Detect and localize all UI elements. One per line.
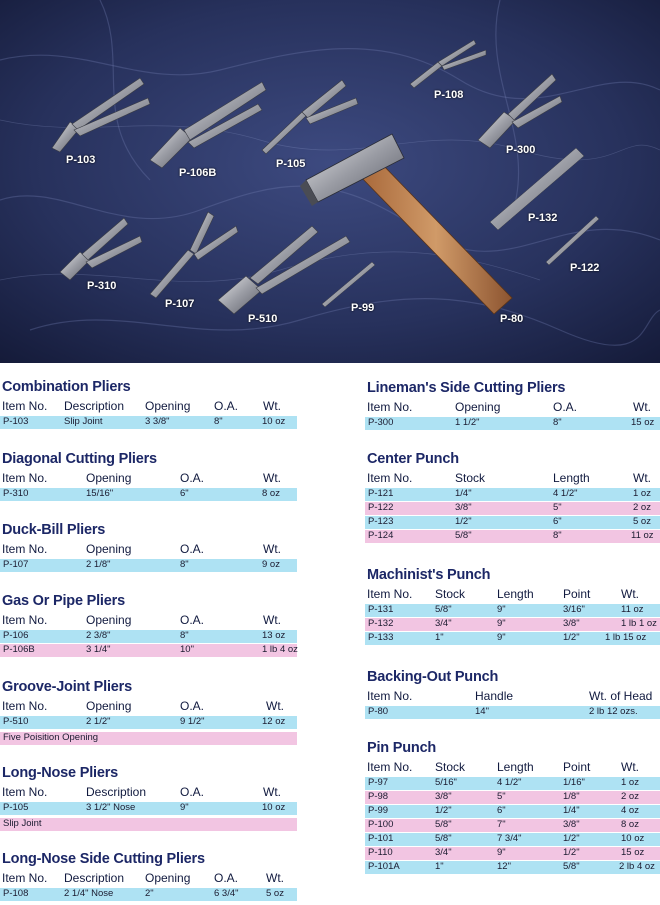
table-row — [365, 861, 660, 874]
column-header: Length — [497, 587, 534, 601]
section-title: Lineman's Side Cutting Pliers — [367, 380, 566, 396]
cell: 15 oz — [631, 417, 655, 428]
photo-label: P-99 — [351, 302, 375, 314]
table-header — [365, 471, 660, 486]
column-header: Stock — [455, 471, 486, 485]
cell: 5/8" — [435, 819, 452, 830]
cell: 4 oz — [621, 805, 639, 816]
table-row — [365, 819, 660, 832]
cell: 6" — [497, 805, 506, 816]
cell: P-124 — [368, 530, 394, 541]
table-row — [0, 559, 297, 572]
photo-label: P-510 — [248, 313, 278, 325]
column-header: Item No. — [367, 471, 413, 485]
column-header: Wt. of Head — [589, 689, 653, 703]
cell: 8" — [553, 530, 562, 541]
table-header — [0, 542, 297, 557]
table-row — [365, 805, 660, 818]
photo-label: P-103 — [66, 154, 96, 166]
column-header: Wt. — [266, 871, 284, 885]
cell: 10 oz — [262, 802, 286, 813]
cell: 2 1/2" — [86, 716, 111, 727]
cell: P-105 — [3, 802, 29, 813]
cell: 9" — [497, 618, 506, 629]
cell: 1" — [435, 861, 444, 872]
column-header: Wt. — [263, 785, 281, 799]
cell: 3/8" — [435, 791, 452, 802]
cell: P-121 — [368, 488, 394, 499]
section-title: Gas Or Pipe Pliers — [2, 593, 125, 609]
section-title: Combination Pliers — [2, 379, 131, 395]
column-header: Item No. — [367, 689, 413, 703]
cell: 5/16" — [435, 777, 457, 788]
column-header: Wt. — [263, 613, 281, 627]
table-row — [365, 530, 660, 543]
cell: 1 lb 4 oz — [262, 644, 298, 655]
table-row — [0, 716, 297, 729]
column-header: Wt. — [263, 399, 281, 413]
table-row — [365, 791, 660, 804]
cell: 2 oz — [621, 791, 639, 802]
table-row — [0, 888, 297, 901]
cell: P-98 — [368, 791, 389, 802]
column-header: Opening — [86, 613, 132, 627]
cell: 5/8" — [455, 530, 472, 541]
photo-label: P-132 — [528, 212, 558, 224]
cell: 3/8" — [563, 819, 580, 830]
cell: 8" — [214, 416, 223, 427]
cell: 3 1/2" Nose — [86, 802, 136, 813]
table-row — [365, 618, 660, 631]
cell: 11 oz — [621, 604, 644, 615]
column-header: Item No. — [367, 760, 413, 774]
photo-label: P-105 — [276, 158, 306, 170]
table-row — [365, 833, 660, 846]
table-row — [0, 644, 297, 657]
cell: P-133 — [368, 632, 394, 643]
column-header: Description — [64, 399, 125, 413]
cell: 10 oz — [621, 833, 645, 844]
cell: 5/8" — [563, 861, 580, 872]
column-header: Opening — [145, 871, 191, 885]
cell: 6" — [180, 488, 189, 499]
cell: 1/4" — [455, 488, 472, 499]
cell: 2 lb 4 oz — [619, 861, 655, 872]
product-photo — [0, 0, 660, 363]
table-header — [0, 399, 297, 414]
table-row — [0, 630, 297, 643]
column-header: Item No. — [367, 587, 413, 601]
cell: 5 oz — [633, 516, 651, 527]
cell: 15/16" — [86, 488, 114, 499]
column-header: O.A. — [214, 399, 239, 413]
cell: Slip Joint — [3, 818, 42, 829]
cell: 9" — [180, 802, 189, 813]
cell: 3/8" — [563, 618, 580, 629]
table-row — [0, 802, 297, 815]
cell: P-131 — [368, 604, 394, 615]
photo-label: P-300 — [506, 144, 536, 156]
column-header: O.A. — [180, 699, 205, 713]
cell: 2 1/8" — [86, 559, 111, 570]
column-header: Description — [86, 785, 147, 799]
cell: 3/16" — [563, 604, 585, 615]
cell: P-99 — [368, 805, 389, 816]
section-title: Backing-Out Punch — [367, 669, 499, 685]
cell: 8" — [180, 559, 189, 570]
cell: P-100 — [368, 819, 394, 830]
table-header — [365, 400, 660, 415]
column-header: Opening — [86, 699, 132, 713]
photo-label: P-108 — [434, 89, 464, 101]
cell: 9" — [497, 632, 506, 643]
table-row — [0, 732, 297, 745]
cell: P-97 — [368, 777, 389, 788]
cell: 8" — [180, 630, 189, 641]
cell: 3 3/8" — [145, 416, 170, 427]
column-header: O.A. — [180, 785, 205, 799]
cell: Slip Joint — [64, 416, 103, 427]
column-header: Item No. — [2, 785, 48, 799]
cell: P-107 — [3, 559, 29, 570]
photo-label: P-107 — [165, 298, 195, 310]
cell: Five Poisition Opening — [3, 732, 99, 743]
table-row — [365, 777, 660, 790]
section-title: Long-Nose Side Cutting Pliers — [2, 851, 205, 867]
cell: 5" — [497, 791, 506, 802]
section-title: Pin Punch — [367, 740, 437, 756]
cell: 1/2" — [455, 516, 472, 527]
cell: P-106 — [3, 630, 29, 641]
cell: 10 oz — [262, 416, 286, 427]
cell: 3/4" — [435, 847, 452, 858]
cell: P-101A — [368, 861, 400, 872]
table-row — [365, 417, 660, 430]
cell: 8 oz — [262, 488, 280, 499]
cell: 8" — [553, 417, 562, 428]
cell: 13 oz — [262, 630, 286, 641]
table-row — [365, 706, 660, 719]
section-title: Long-Nose Pliers — [2, 765, 119, 781]
cell: 4 1/2" — [553, 488, 578, 499]
cell: 1 oz — [633, 488, 651, 499]
cell: 14" — [475, 706, 489, 717]
column-header: Opening — [86, 542, 132, 556]
cell: 2 1/4" Nose — [64, 888, 114, 899]
table-row — [365, 632, 660, 645]
cell: 6 3/4" — [214, 888, 239, 899]
cell: 2 3/8" — [86, 630, 111, 641]
cell: 2 lb 12 ozs. — [589, 706, 638, 717]
cell: P-80 — [368, 706, 389, 717]
column-header: O.A. — [180, 613, 205, 627]
cell: P-103 — [3, 416, 29, 427]
marble-background — [0, 0, 660, 363]
table-header — [0, 613, 297, 628]
column-header: Length — [553, 471, 590, 485]
cell: P-108 — [3, 888, 29, 899]
photo-label: P-80 — [500, 313, 524, 325]
cell: 1/2" — [563, 847, 580, 858]
column-header: Point — [563, 760, 591, 774]
cell: 2 oz — [633, 502, 651, 513]
column-header: Item No. — [2, 399, 48, 413]
column-header: O.A. — [214, 871, 239, 885]
column-header: Wt. — [263, 471, 281, 485]
table-row — [365, 502, 660, 515]
cell: 6" — [553, 516, 562, 527]
cell: 9 1/2" — [180, 716, 205, 727]
cell: P-300 — [368, 417, 394, 428]
column-header: Handle — [475, 689, 514, 703]
column-header: Wt. — [621, 760, 639, 774]
column-header: Stock — [435, 760, 466, 774]
cell: 1 lb 15 oz — [605, 632, 647, 643]
section-title: Machinist's Punch — [367, 567, 491, 583]
cell: P-510 — [3, 716, 29, 727]
table-row — [0, 818, 297, 831]
table-header — [365, 760, 660, 775]
cell: 3 1/4" — [86, 644, 111, 655]
cell: 10" — [180, 644, 194, 655]
column-header: Stock — [435, 587, 466, 601]
column-header: Item No. — [2, 542, 48, 556]
column-header: Item No. — [367, 400, 413, 414]
cell: 1/16" — [563, 777, 585, 788]
column-header: Wt. — [633, 400, 651, 414]
column-header: Wt. — [621, 587, 639, 601]
cell: 15 oz — [621, 847, 645, 858]
column-header: O.A. — [553, 400, 578, 414]
cell: 5/8" — [435, 604, 452, 615]
cell: 8 oz — [621, 819, 639, 830]
cell: 2" — [145, 888, 154, 899]
column-header: Opening — [455, 400, 501, 414]
cell: P-132 — [368, 618, 394, 629]
table-header — [365, 587, 660, 602]
photo-label: P-106B — [179, 167, 217, 179]
cell: 5/8" — [435, 833, 452, 844]
table-header — [0, 471, 297, 486]
cell: 11 oz — [631, 530, 654, 541]
column-header: Length — [497, 760, 534, 774]
cell: 1/2" — [563, 632, 580, 643]
section-title: Groove-Joint Pliers — [2, 679, 132, 695]
cell: 9 oz — [262, 559, 280, 570]
cell: 4 1/2" — [497, 777, 522, 788]
cell: 7" — [497, 819, 506, 830]
cell: P-101 — [368, 833, 394, 844]
table-row — [365, 488, 660, 501]
table-header — [0, 699, 297, 714]
cell: 12" — [497, 861, 511, 872]
section-title: Diagonal Cutting Pliers — [2, 451, 157, 467]
cell: 9" — [497, 847, 506, 858]
cell: 1/2" — [435, 805, 452, 816]
table-row — [365, 516, 660, 529]
cell: P-123 — [368, 516, 394, 527]
cell: P-122 — [368, 502, 394, 513]
column-header: Opening — [86, 471, 132, 485]
cell: 1 1/2" — [455, 417, 480, 428]
column-header: O.A. — [180, 471, 205, 485]
cell: 1" — [435, 632, 444, 643]
cell: 9" — [497, 604, 506, 615]
table-row — [365, 604, 660, 617]
column-header: O.A. — [180, 542, 205, 556]
column-header: Wt. — [633, 471, 651, 485]
cell: 1 lb 1 oz — [621, 618, 657, 629]
cell: 3/4" — [435, 618, 452, 629]
cell: 7 3/4" — [497, 833, 522, 844]
column-header: Item No. — [2, 613, 48, 627]
cell: 1/4" — [563, 805, 580, 816]
cell: 5" — [553, 502, 562, 513]
cell: 1/8" — [563, 791, 580, 802]
table-row — [0, 416, 297, 429]
photo-label: P-310 — [87, 280, 117, 292]
table-header — [0, 871, 297, 886]
column-header: Opening — [145, 399, 191, 413]
table-row — [0, 488, 297, 501]
column-header: Item No. — [2, 471, 48, 485]
table-header — [365, 689, 660, 704]
cell: P-106B — [3, 644, 35, 655]
cell: P-110 — [368, 847, 393, 858]
cell: P-310 — [3, 488, 29, 499]
cell: 5 oz — [266, 888, 284, 899]
section-title: Center Punch — [367, 451, 459, 467]
table-header — [0, 785, 297, 800]
table-row — [365, 847, 660, 860]
cell: 1 oz — [621, 777, 639, 788]
column-header: Point — [563, 587, 591, 601]
cell: 12 oz — [262, 716, 286, 727]
column-header: Description — [64, 871, 125, 885]
column-header: Wt. — [263, 542, 281, 556]
cell: 1/2" — [563, 833, 580, 844]
column-header: Item No. — [2, 699, 48, 713]
section-title: Duck-Bill Pliers — [2, 522, 106, 538]
column-header: Item No. — [2, 871, 48, 885]
cell: 3/8" — [455, 502, 472, 513]
column-header: Wt. — [266, 699, 284, 713]
photo-label: P-122 — [570, 262, 600, 274]
